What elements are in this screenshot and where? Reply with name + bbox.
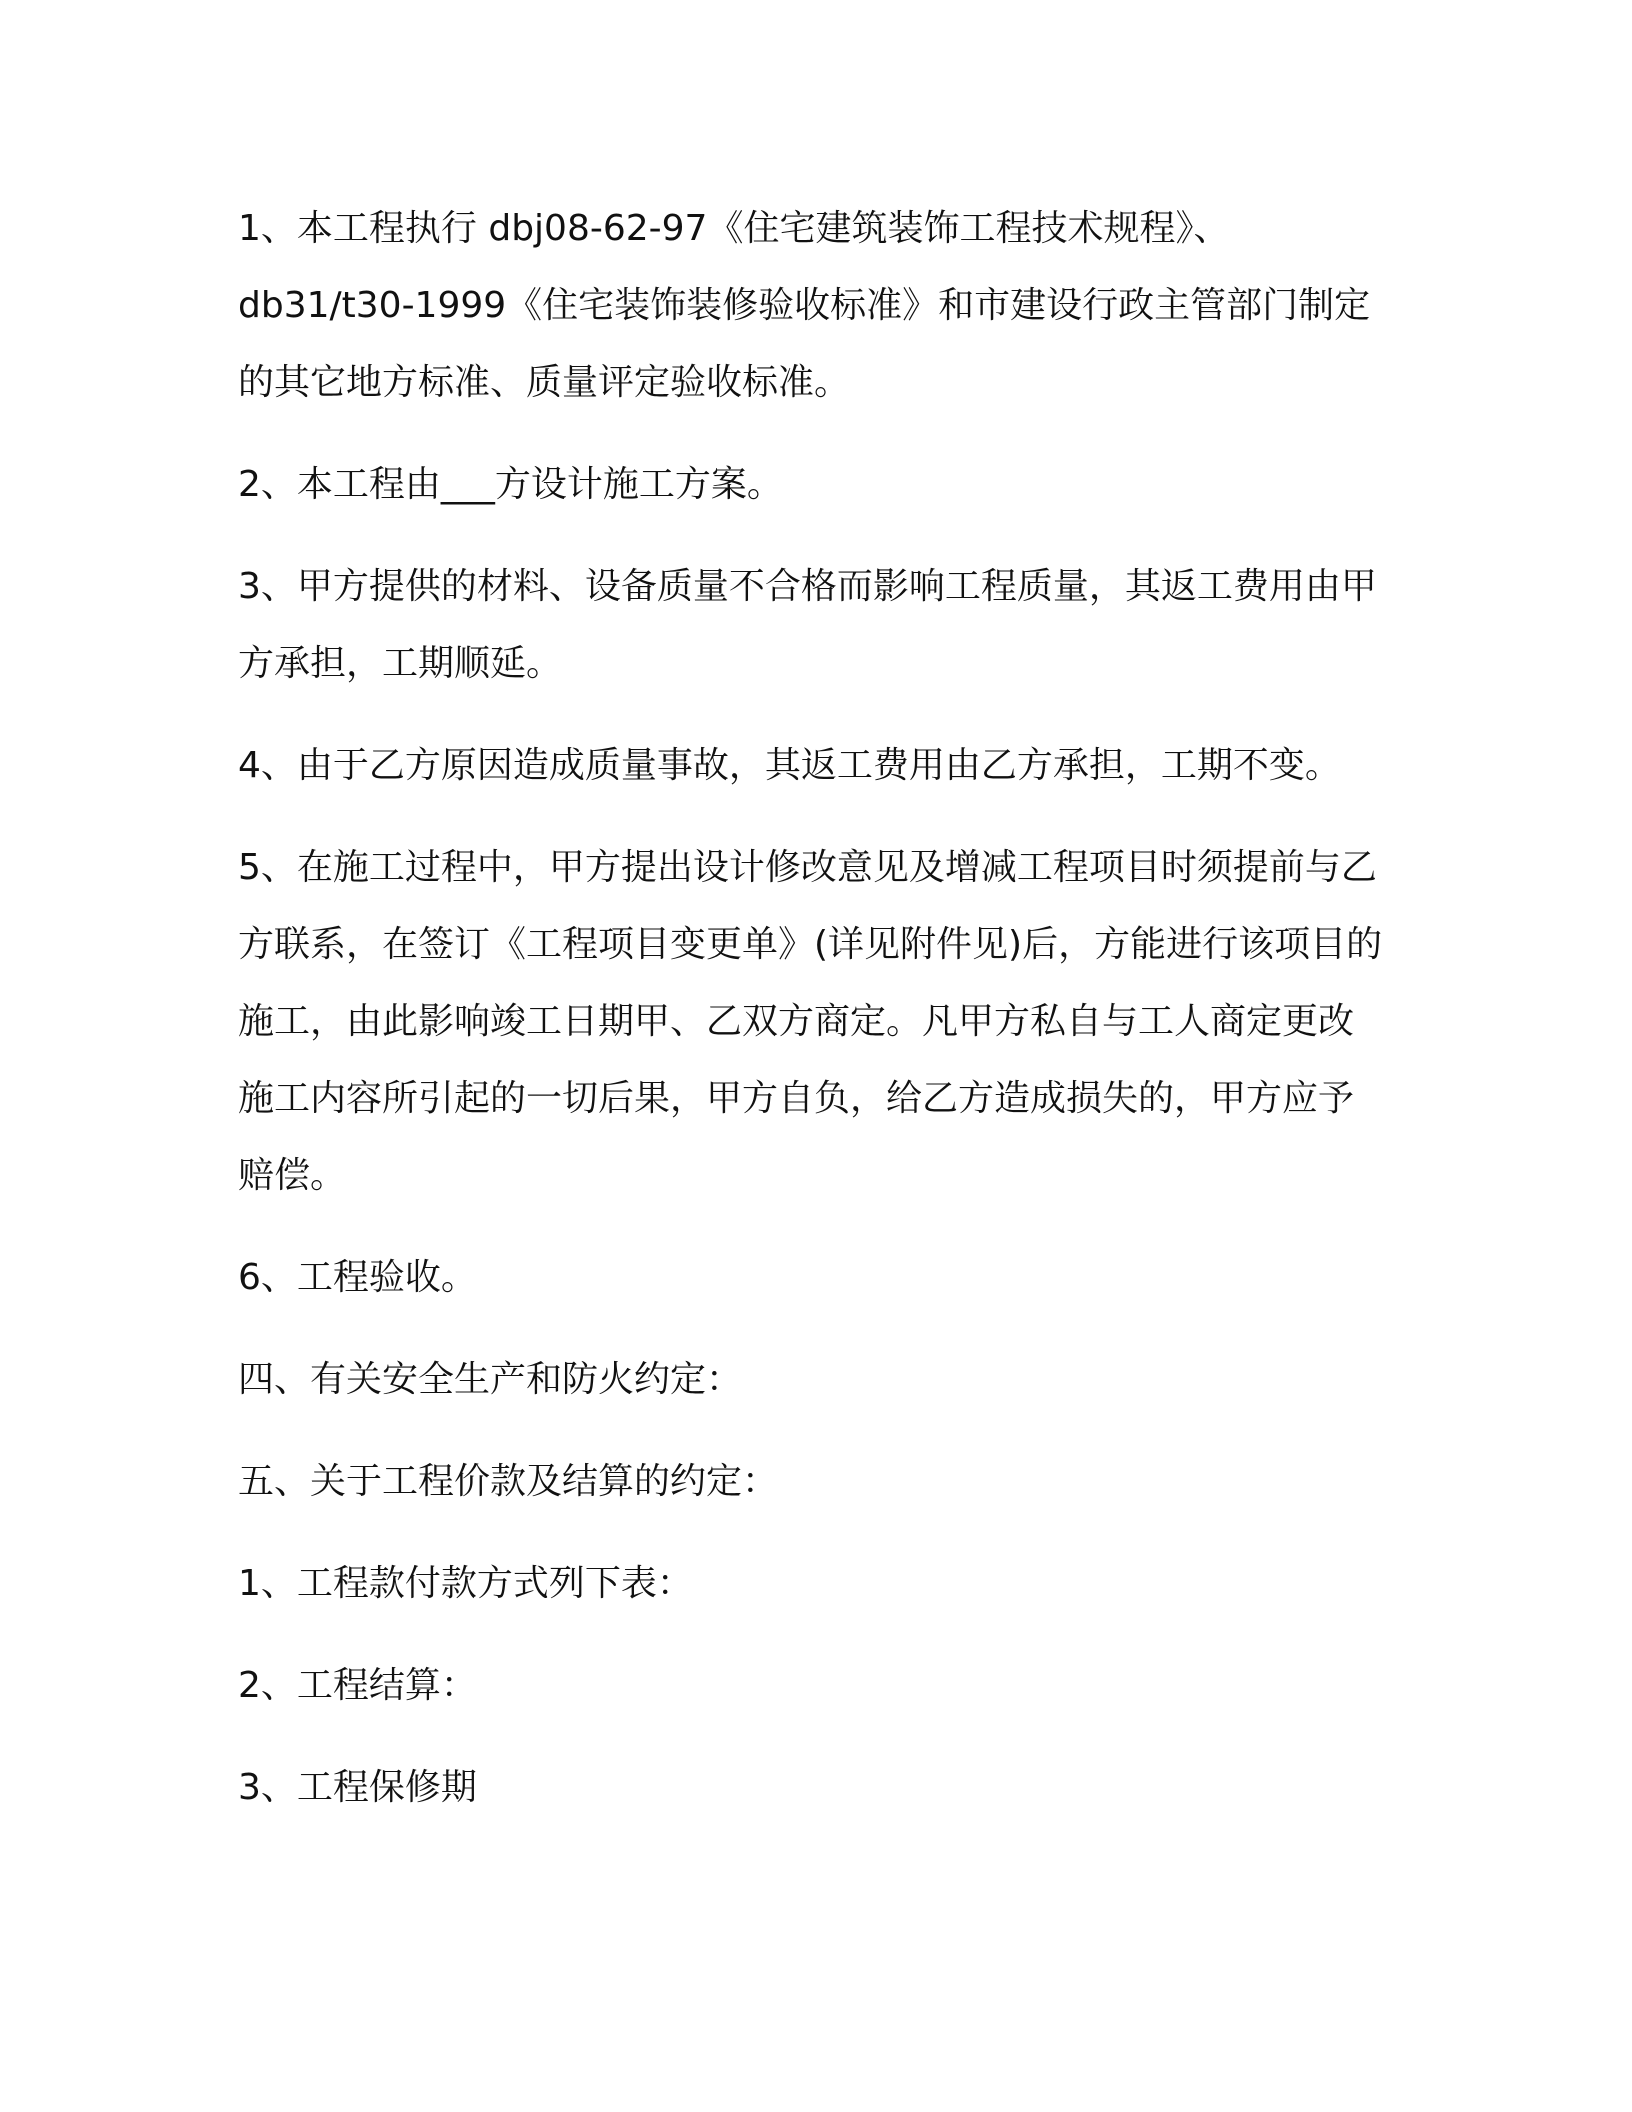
paragraph-standards: 1、本工程执行 dbj08-62-97《住宅建筑装饰工程技术规程》、db31/t30-1999《住宅装饰装修验收标准》和市建设行政主管部门制定的其它地方标准、质量评定验收标准。 bbox=[238, 208, 1371, 403]
paragraph-design-party: 2、本工程由___方设计施工方案。 bbox=[238, 464, 783, 505]
document-body bbox=[238, 190, 1388, 1851]
paragraph-party-a-materials: 3、甲方提供的材料、设备质量不合格而影响工程质量，其返工费用由甲方承担，工期顺延。 bbox=[238, 566, 1377, 684]
section-heading-payment: 五、关于工程价款及结算的约定： bbox=[238, 1461, 779, 1502]
paragraph-design-changes: 5、在施工过程中，甲方提出设计修改意见及增减工程项目时须提前与乙方联系，在签订《工程项目变更单》(详见附件见)后，方能进行该项目的施工，由此影响竣工日期甲、乙双方商定。凡甲方私自与工人商定更改施工内容所引起的一切后果，甲方自负，给乙方造成损失的，甲方应予赔偿。 bbox=[238, 847, 1383, 1196]
paragraph-payment-method: 1、工程款付款方式列下表： bbox=[238, 1563, 693, 1604]
paragraph-settlement: 2、工程结算： bbox=[238, 1665, 477, 1706]
section-heading-safety: 四、有关安全生产和防火约定： bbox=[238, 1359, 743, 1400]
paragraph-acceptance: 6、工程验收。 bbox=[238, 1257, 477, 1298]
paragraph-warranty: 3、工程保修期 bbox=[238, 1767, 477, 1808]
paragraph-party-b-quality: 4、由于乙方原因造成质量事故，其返工费用由乙方承担，工期不变。 bbox=[238, 745, 1341, 786]
